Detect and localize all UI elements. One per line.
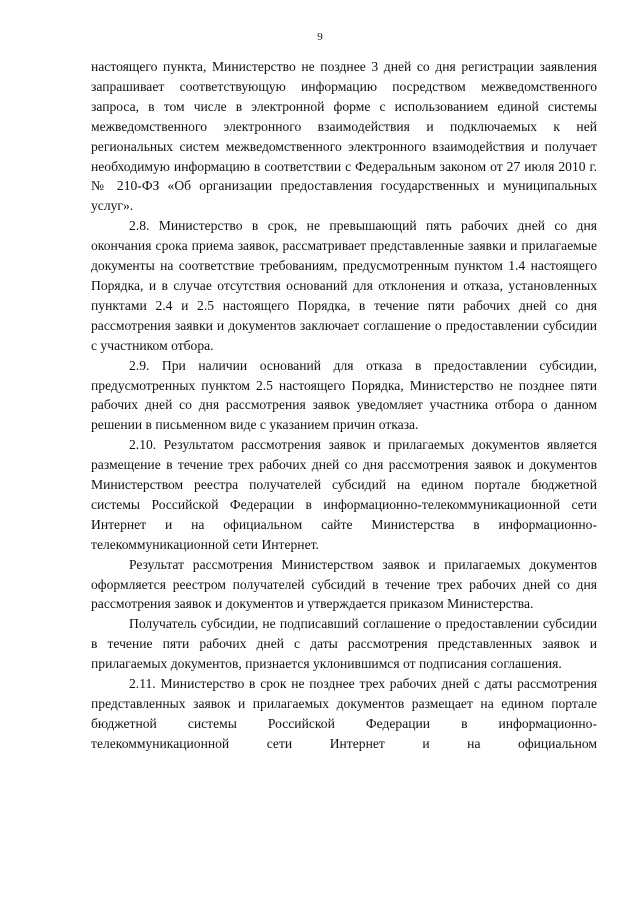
document-body (91, 57, 597, 754)
paragraph-result: Результат рассмотрения Министерством заявок и прилагаемых документов оформляется реестром получателей субсидий в течение трех рабочих дней со дня рассмотрения заявок и документов и утверждается приказом Министерства. (91, 556, 597, 612)
paragraph-2-10: 2.10. Результатом рассмотрения заявок и прилагаемых документов является размещение в течение трех рабочих дней со дня рассмотрения заявок и документов Министерством реестра получателей субсидий на едином портале бюджетной системы Российской Федерации в информационно-телекоммуникационной сети Интернет и на официальном сайте Министерства в информационно-телекоммуникационной сети Интернет. (91, 437, 597, 552)
paragraph-continuation: настоящего пункта, Министерство не позднее 3 дней со дня регистрации заявления запрашивает соответствующую информацию посредством межведомственного запроса, в том числе в электронной форме с использованием единой системы межведомственного электронного взаимодействия и подключаемых к ней региональных систем межведомственного электронного взаимодействия и получает необходимую информацию в соответствии с Федеральным законом от 27 июля 2010 г. № 210-ФЗ «Об организации предоставления государственных и муниципальных услуг». (91, 59, 597, 214)
paragraph-recipient: Получатель субсидии, не подписавший соглашение о предоставлении субсидии в течение пяти рабочих дней с даты рассмотрения представленных заявок и прилагаемых документов, признается уклонившимся от подписания соглашения. (91, 616, 597, 672)
paragraph-2-8: 2.8. Министерство в срок, не превышающий пять рабочих дней со дня окончания срока приема заявок, рассматривает представленные заявки и прилагаемые документы на соответствие требованиям, предусмотренным пунктом 1.4 настоящего Порядка, и в случае отсутствия оснований для отклонения и отказа, установленных пунктами 2.4 и 2.5 настоящего Порядка, в течение пяти рабочих дней со дня рассмотрения заявки и документов заключает соглашение о предоставлении субсидии с участником отбора. (91, 218, 597, 353)
page-number: 9 (317, 31, 323, 43)
paragraph-2-9: 2.9. При наличии оснований для отказа в предоставлении субсидии, предусмотренных пунктом 2.5 настоящего Порядка, Министерство не позднее пяти рабочих дней со дня рассмотрения заявок уведомляет участника отбора о данном решении в письменном виде с указанием причин отказа. (91, 357, 597, 433)
paragraph-2-11: 2.11. Министерство в срок не позднее трех рабочих дней с даты рассмотрения представленных заявок и прилагаемых документов размещает на едином портале бюджетной системы Российской Федерации в информационно-телекоммуникационной сети Интернет и на официальном (91, 676, 597, 751)
